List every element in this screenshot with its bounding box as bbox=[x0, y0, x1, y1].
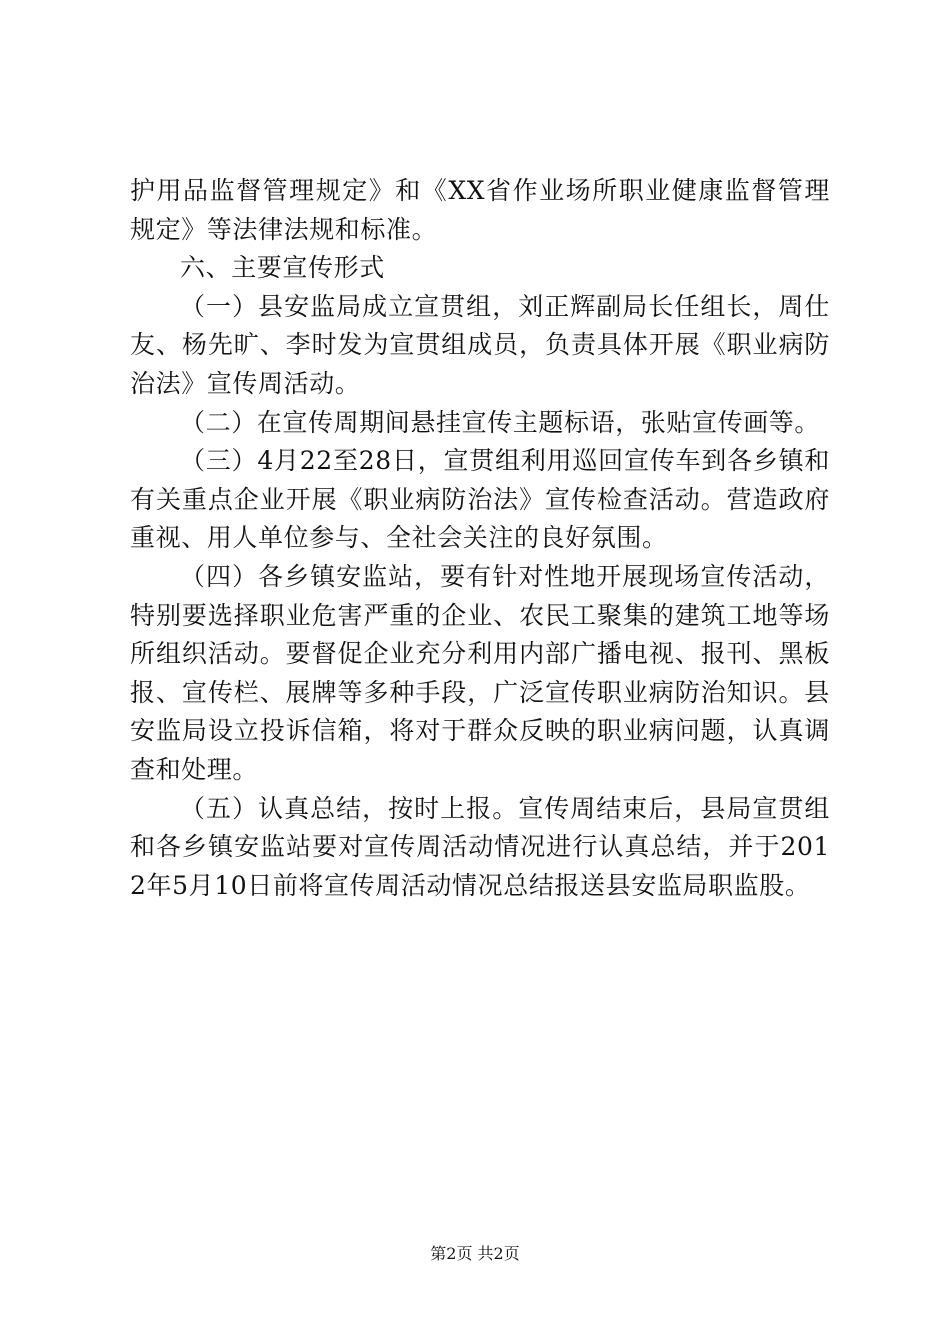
paragraph-continuation: 护用品监督管理规定》和《XX省作业场所职业健康监督管理规定》等法律法规和标准。 bbox=[130, 176, 830, 244]
document-body bbox=[130, 172, 830, 905]
paragraph-item-5: （五）认真总结，按时上报。宣传周结束后，县局宣贯组和各乡镇安监站要对宣传周活动情况进行认真总结，并于2012年5月10日前将宣传周活动情况总结报送县安监局职监股。 bbox=[130, 793, 830, 900]
section-heading-publicity-forms: 六、主要宣传形式 bbox=[180, 253, 385, 283]
paragraph-item-2: （二）在宣传周期间悬挂宣传主题标语，张贴宣传画等。 bbox=[180, 407, 821, 437]
page-number: 第2页 bbox=[430, 1244, 473, 1263]
paragraph-item-1: （一）县安监局成立宣贯组，刘正辉副局长任组长，周仕友、杨先旷、李时发为宣贯组成员，负责具体开展《职业病防治法》宣传周活动。 bbox=[130, 291, 830, 398]
page-total: 共2页 bbox=[477, 1244, 520, 1263]
paragraph-item-3: （三）4月22至28日，宣贯组利用巡回宣传车到各乡镇和有关重点企业开展《职业病防治法》宣传检查活动。营造政府重视、用人单位参与、全社会关注的良好氛围。 bbox=[130, 446, 830, 553]
paragraph-item-4: （四）各乡镇安监站，要有针对性地开展现场宣传活动，特别要选择职业危害严重的企业、农民工聚集的建筑工地等场所组织活动。要督促企业充分利用内部广播电视、报刊、黑板报、宣传栏、展牌等多种手段，广泛宣传职业病防治知识。县安监局设立投诉信箱，将对于群众反映的职业病问题，认真调查和处理。 bbox=[130, 561, 830, 784]
page-footer bbox=[0, 1244, 950, 1264]
